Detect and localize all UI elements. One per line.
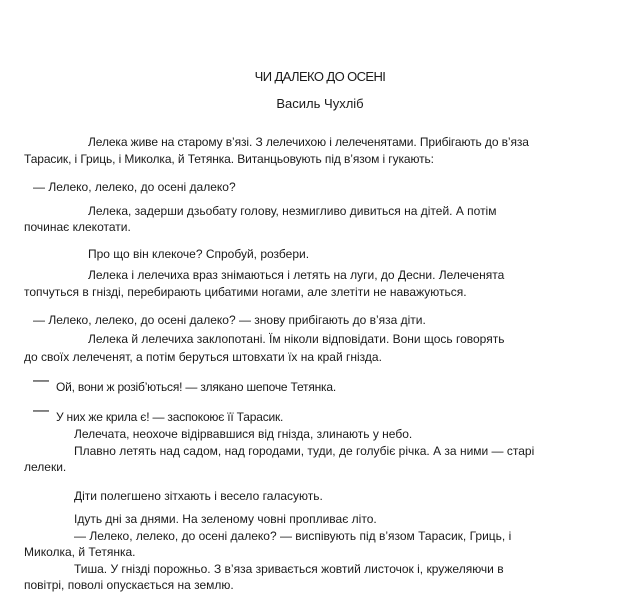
document-title: ЧИ ДАЛЕКО ДО ОСЕНІ [254,69,386,84]
text-line: Лелека й лелечиха заклопотані. Їм ніколи відповідати. Вони щось говорять [88,332,505,346]
text-line: Лелечата, неохоче відірвавшися від гнізда, злинають у небо. [74,427,413,441]
dialogue-line: — Лелеко, лелеко, до осені далеко? — знову прибігають до в’яза діти. [33,313,426,327]
text-line: топчуться в гнізді, перебирають цибатими ногами, але злетіти не наважуються. [24,285,467,299]
text-line: Ідуть дні за днями. На зеленому човні пропливає літо. [74,512,377,526]
text-line: Про що він клекоче? Спробуй, розбери. [88,247,310,261]
text-line: Плавно летять над садом, над городами, туди, де голубіє річка. А за ними — старі [74,444,535,458]
text-line: Лелека і лелечиха враз знімаються і летять на луги, до Десни. Лелеченята [88,268,505,282]
text-line: Миколка, й Тетянка. [24,545,136,559]
text-line: до своїх лелеченят, а потім беруться штовхати їх на край гнізда. [24,350,382,364]
dialogue-dash: — [33,372,48,389]
text-line: лелеки. [24,460,67,474]
text-line: Лелека живе на старому в’язі. З лелечихою і лелеченятами. Прибігають до в’яза [88,135,529,149]
text-line: — Лелеко, лелеко, до осені далеко? — виспівують під в’язом Тарасик, Гриць, і [74,529,512,543]
dialogue-line: У них же крила є! — заспокоює її Тарасик. [56,410,284,424]
dialogue-line: Ой, вони ж розіб’ються! — злякано шепоче Тетянка. [56,380,336,394]
dialogue-dash: — [33,402,48,419]
text-line: Діти полегшено зітхають і весело галасують. [74,489,323,503]
text-line: повітрі, поволі опускається на землю. [24,578,234,592]
dialogue-line: — Лелеко, лелеко, до осені далеко? [33,180,236,194]
text-line: Тарасик, і Гриць, і Миколка, й Тетянка. Витанцьовують під в’язом і гукають: [24,152,434,166]
text-line: Лелека, задерши дзьобату голову, незмигливо дивиться на дітей. А потім [88,204,497,218]
document-author: Василь Чухліб [276,96,364,111]
text-line: починає клекотати. [24,220,131,234]
text-line: Тиша. У гнізді порожньо. З в’яза зривається жовтий листочок і, кружеляючи в [74,562,504,576]
